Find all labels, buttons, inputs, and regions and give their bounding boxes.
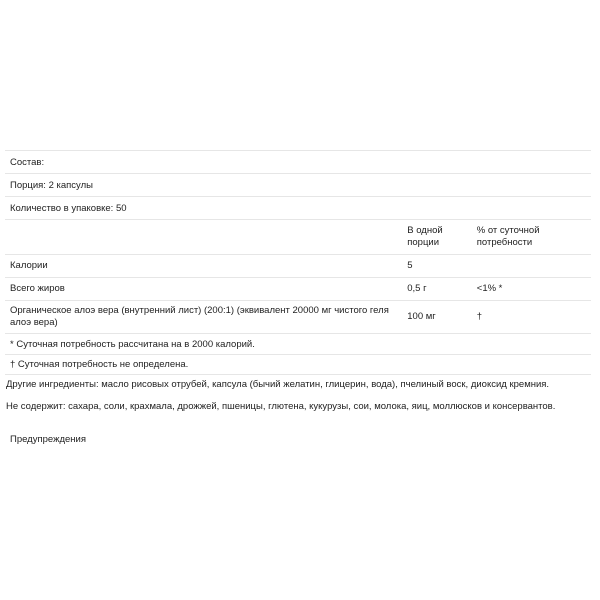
nutrient-daily-value: <1% * [476,283,503,294]
supplement-facts-table [5,150,591,375]
nutrient-name: Всего жиров [10,283,65,294]
nutrient-daily-value: † [476,311,483,322]
serving-size: Порция: 2 капсулы [10,179,93,191]
table-row [5,300,591,333]
nutrient-amount: 0,5 г [407,283,427,294]
footnote-row [5,333,591,354]
footnote-row [5,354,591,375]
table-row [5,277,591,300]
column-header-row [5,219,591,254]
serving-size-row [5,173,591,196]
nutrient-amount: 100 мг [407,311,436,322]
facts-title: Состав: [10,156,45,168]
column-header-daily-value: % от суточной потребности [476,225,540,248]
table-row [5,254,591,277]
servings-per-container-row [5,196,591,219]
nutrient-amount: 5 [407,260,413,271]
footnote-not-established: † Суточная потребность не определена. [10,359,189,370]
other-ingredients: Другие ингредиенты: масло рисовых отрубей, капсула (бычий желатин, глицерин, вода), пчелиный воск, диоксид кремния. [6,379,550,390]
warnings-heading: Предупреждения [10,434,86,445]
footnote-daily-calories: * Суточная потребность рассчитана на в 2000 калорий. [10,338,255,350]
nutrient-name: Калории [10,260,48,271]
nutrient-name: Органическое алоэ вера (внутренний лист) (200:1) (эквивалент 20000 мг чистого геля алоэ вера) [10,305,389,328]
servings-per-container: Количество в упаковке: 50 [10,202,127,214]
facts-title-row [5,150,591,173]
column-header-amount: В одной порции [407,225,443,248]
does-not-contain: Не содержит: сахара, соли, крахмала, дрожжей, пшеницы, глютена, кукурузы, сои, молока, яиц, моллюсков и консервантов. [6,401,556,412]
